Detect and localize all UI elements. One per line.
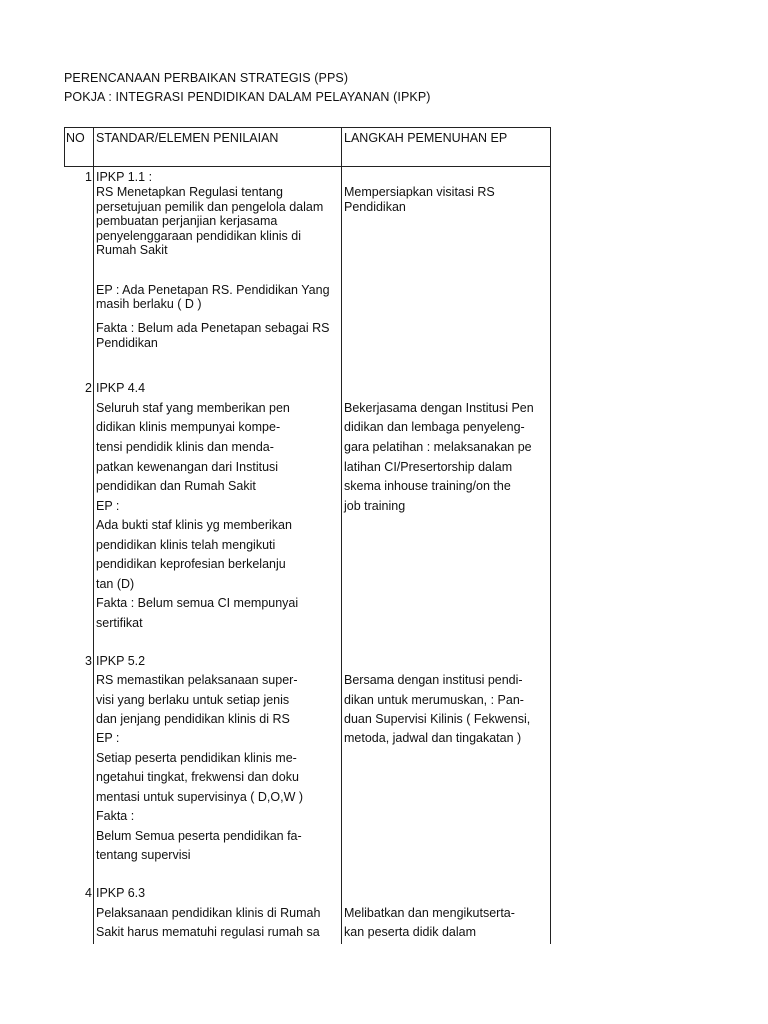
row-standard-line: IPKP 6.3 bbox=[96, 886, 146, 900]
row-standard-line: mentasi untuk supervisinya ( D,O,W ) bbox=[96, 790, 304, 804]
row-standard-line: tan (D) bbox=[96, 577, 135, 591]
row-standard-line: IPKP 1.1 : bbox=[96, 170, 153, 184]
row-step-line: Bersama dengan institusi pendi- bbox=[344, 673, 523, 687]
row-standard-line: sertifikat bbox=[96, 616, 143, 630]
table-right-border bbox=[550, 127, 551, 944]
table-header-bottom-border bbox=[64, 166, 551, 167]
row-number: 2 bbox=[85, 381, 92, 395]
row-step-line: job training bbox=[344, 499, 406, 513]
row-step-line: Mempersiapkan visitasi RS bbox=[344, 185, 495, 199]
row-step-line: didikan dan lembaga penyeleng- bbox=[344, 420, 525, 434]
row-standard-line: Setiap peserta pendidikan klinis me- bbox=[96, 751, 297, 765]
row-standard-line: EP : bbox=[96, 731, 120, 745]
row-standard-line: Rumah Sakit bbox=[96, 243, 168, 257]
row-standard-line: Pelaksanaan pendidikan klinis di Rumah bbox=[96, 906, 321, 920]
row-number: 3 bbox=[85, 654, 92, 668]
header-standar: STANDAR/ELEMEN PENILAIAN bbox=[96, 131, 279, 145]
row-standard-line: pendidikan keprofesian berkelanju bbox=[96, 557, 286, 571]
header-no: NO bbox=[66, 131, 85, 145]
row-standard-line: visi yang berlaku untuk setiap jenis bbox=[96, 693, 290, 707]
row-standard-line: Fakta : Belum ada Penetapan sebagai RS bbox=[96, 321, 330, 335]
row-standard-line: pembuatan perjanjian kerjasama bbox=[96, 214, 278, 228]
row-standard-line: penyelenggaraan pendidikan klinis di bbox=[96, 229, 302, 243]
row-step-line: Pendidikan bbox=[344, 200, 406, 214]
row-step-line: skema inhouse training/on the bbox=[344, 479, 511, 493]
row-number: 4 bbox=[85, 886, 92, 900]
row-standard-line: persetujuan pemilik dan pengelola dalam bbox=[96, 200, 324, 214]
row-step-line: duan Supervisi Kilinis ( Fekwensi, bbox=[344, 712, 531, 726]
row-standard-line: Fakta : bbox=[96, 809, 135, 823]
row-standard-line: patkan kewenangan dari Institusi bbox=[96, 460, 279, 474]
row-standard-line: Pendidikan bbox=[96, 336, 158, 350]
row-standard-line: masih berlaku ( D ) bbox=[96, 297, 202, 311]
row-standard-line: didikan klinis mempunyai kompe- bbox=[96, 420, 281, 434]
row-standard-line: pendidikan klinis telah mengikuti bbox=[96, 538, 276, 552]
table-top-border bbox=[64, 127, 551, 128]
row-step-line: Bekerjasama dengan Institusi Pen bbox=[344, 401, 534, 415]
row-step-line: kan peserta didik dalam bbox=[344, 925, 477, 939]
row-standard-line: EP : Ada Penetapan RS. Pendidikan Yang bbox=[96, 283, 330, 297]
row-standard-line: pendidikan dan Rumah Sakit bbox=[96, 479, 256, 493]
row-standard-line: Fakta : Belum semua CI mempunyai bbox=[96, 596, 299, 610]
header-langkah: LANGKAH PEMENUHAN EP bbox=[344, 131, 508, 145]
document-subtitle: POKJA : INTEGRASI PENDIDIKAN DALAM PELAYANAN (IPKP) bbox=[64, 90, 431, 104]
row-standard-line: tentang supervisi bbox=[96, 848, 191, 862]
row-step-line: gara pelatihan : melaksanakan pe bbox=[344, 440, 532, 454]
table-col-divider-2 bbox=[341, 127, 342, 944]
row-standard-line: RS Menetapkan Regulasi tentang bbox=[96, 185, 283, 199]
row-standard-line: Ada bukti staf klinis yg memberikan bbox=[96, 518, 292, 532]
row-standard-line: ngetahui tingkat, frekwensi dan doku bbox=[96, 770, 299, 784]
row-step-line: Melibatkan dan mengikutserta- bbox=[344, 906, 515, 920]
row-standard-line: tensi pendidik klinis dan menda- bbox=[96, 440, 274, 454]
table-left-border bbox=[64, 127, 65, 167]
row-standard-line: Belum Semua peserta pendidikan fa- bbox=[96, 829, 302, 843]
row-standard-line: dan jenjang pendidikan klinis di RS bbox=[96, 712, 290, 726]
row-step-line: metoda, jadwal dan tingakatan ) bbox=[344, 731, 522, 745]
row-standard-line: IPKP 5.2 bbox=[96, 654, 146, 668]
row-standard-line: Sakit harus mematuhi regulasi rumah sa bbox=[96, 925, 320, 939]
row-standard-line: EP : bbox=[96, 499, 120, 513]
row-number: 1 bbox=[85, 170, 92, 184]
row-step-line: dikan untuk merumuskan, : Pan- bbox=[344, 693, 524, 707]
row-standard-line: RS memastikan pelaksanaan super- bbox=[96, 673, 298, 687]
row-standard-line: Seluruh staf yang memberikan pen bbox=[96, 401, 290, 415]
table-col-divider-1 bbox=[93, 127, 94, 944]
document-title: PERENCANAAN PERBAIKAN STRATEGIS (PPS) bbox=[64, 71, 349, 85]
row-standard-line: IPKP 4.4 bbox=[96, 381, 146, 395]
row-step-line: latihan CI/Presertorship dalam bbox=[344, 460, 513, 474]
